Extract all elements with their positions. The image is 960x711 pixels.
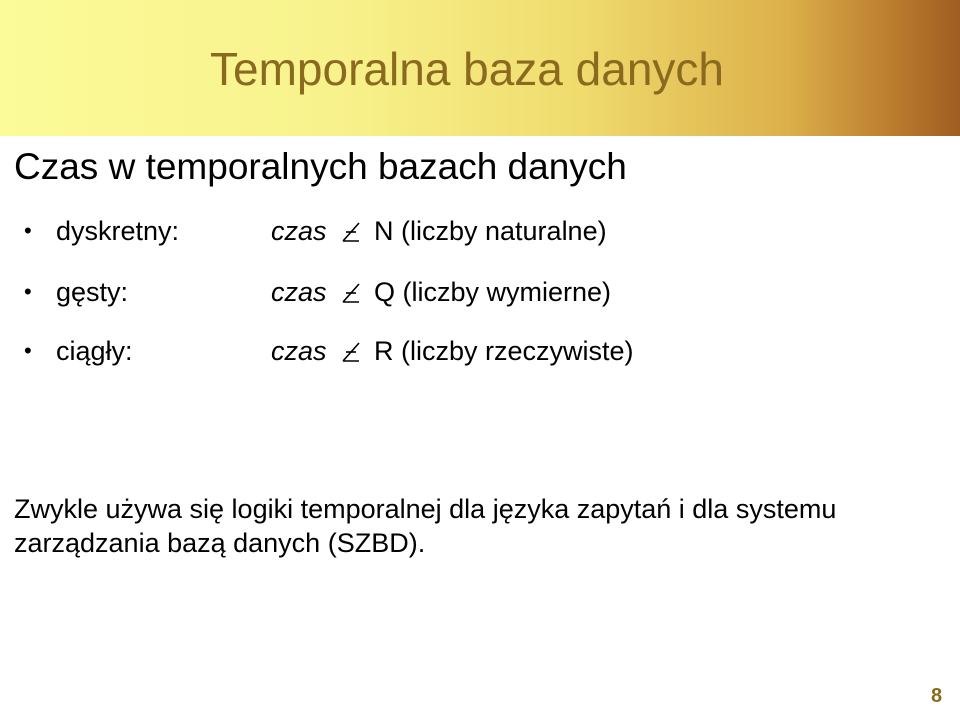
- element-of-icon: [338, 339, 364, 365]
- number-set: R (liczby rzeczywiste): [374, 336, 634, 366]
- bullet-icon: •: [24, 279, 32, 304]
- bullet-icon: •: [24, 218, 32, 243]
- bullet-item-ciagly: [0, 336, 960, 376]
- czas-term: czas: [271, 216, 327, 246]
- czas-term: czas: [271, 277, 327, 307]
- section-heading: Czas w temporalnych bazach danych: [14, 146, 627, 187]
- slide-title: Temporalna baza danych: [210, 43, 724, 95]
- element-of-icon: [338, 280, 364, 306]
- bullet-label: dyskretny:: [56, 216, 180, 246]
- number-set: Q (liczby wymierne): [374, 277, 612, 307]
- czas-term: czas: [271, 336, 327, 366]
- body-paragraph: Zwykle używa się logiki temporalnej dla języka zapytań i dla systemu zarządzania bazą danych (SZBD).: [14, 494, 837, 558]
- bullet-label: gęsty:: [56, 277, 129, 307]
- bullet-icon: •: [24, 338, 32, 363]
- bullet-item-dyskretny: [0, 216, 960, 256]
- page-number: 8: [931, 685, 943, 707]
- number-set: N (liczby naturalne): [374, 216, 607, 246]
- bullet-item-gesty: [0, 277, 960, 317]
- bullet-label: ciągły:: [56, 336, 133, 366]
- element-of-icon: [338, 219, 364, 245]
